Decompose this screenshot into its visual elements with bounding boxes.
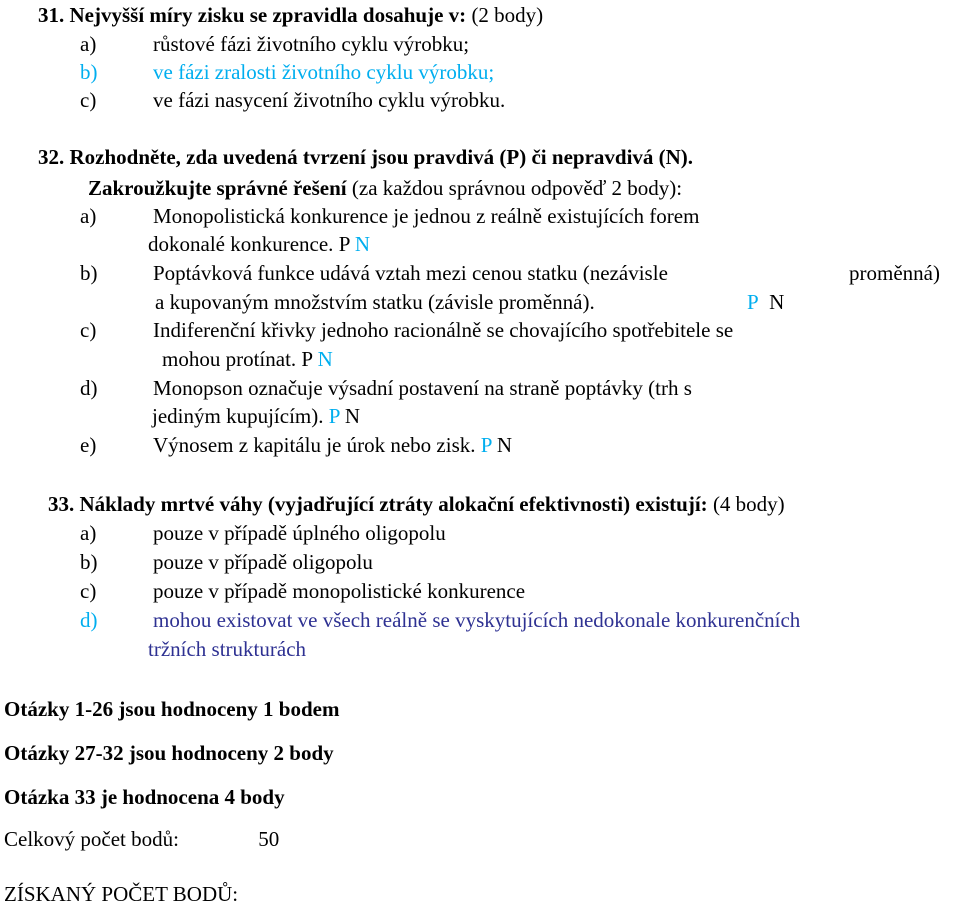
q32-title: 32. Rozhodněte, zda uvedená tvrzení jsou pravdivá (P) či nepravdivá (N). — [38, 145, 694, 169]
q33-option-c — [80, 579, 525, 603]
statement-text: Monopolistická konkurence je jednou z reálně existujících forem — [153, 204, 700, 228]
q31-option-c — [80, 88, 505, 112]
q32-statement-b — [80, 261, 668, 285]
option-text: pouze v případě úplného oligopolu — [153, 521, 446, 545]
q33-option-a — [80, 521, 446, 545]
q32-statement-a — [80, 204, 699, 228]
true-mark-selected[interactable]: P — [480, 433, 492, 457]
q32-statement-c — [80, 318, 733, 342]
false-mark[interactable]: N — [496, 433, 513, 457]
q33-option-b — [80, 550, 373, 574]
statement-text: Monopson označuje výsadní postavení na straně poptávky (trh s — [153, 376, 692, 400]
scoring-line-1: Otázky 1-26 jsou hodnoceny 1 bodem — [4, 697, 340, 721]
total-points — [4, 827, 279, 851]
option-letter: c) — [80, 579, 97, 603]
q32-statement-b-tail: proměnná) — [849, 261, 940, 285]
option-text: růstové fázi životního cyklu výrobku; — [153, 32, 470, 56]
option-letter: a) — [80, 204, 97, 228]
option-letter: e) — [80, 433, 97, 457]
option-letter: c) — [80, 318, 97, 342]
false-mark[interactable]: N — [769, 290, 785, 314]
q31-option-b — [80, 60, 494, 84]
option-letter: c) — [80, 88, 97, 112]
option-text: ve fázi zralosti životního cyklu výrobku; — [153, 60, 495, 84]
total-value: 50 — [258, 827, 280, 851]
option-text: mohou existovat ve všech reálně se vyskytujících nedokonale konkurenčních — [153, 608, 801, 632]
true-mark-selected[interactable]: P — [328, 404, 340, 428]
q32-statement-b-marks — [747, 290, 784, 314]
option-letter: b) — [80, 550, 98, 574]
q32-instruction — [88, 176, 682, 200]
option-text: pouze v případě monopolistické konkurence — [153, 579, 526, 603]
true-mark[interactable]: P — [301, 347, 313, 371]
q32-statement-e — [80, 433, 512, 457]
q33-title: 33. Náklady mrtvé váhy (vyjadřující ztráty alokační efektivnosti) existují: — [48, 492, 708, 516]
scoring-line-2: Otázky 27-32 jsou hodnoceny 2 body — [4, 741, 334, 765]
q33-heading — [48, 492, 785, 516]
q33-points: (4 body) — [712, 492, 785, 516]
statement-text: dokonalé konkurence. — [148, 232, 334, 256]
statement-text: Indiferenční křivky jednoho racionálně se chovajícího spotřebitele se — [153, 318, 734, 342]
false-mark-selected[interactable]: N — [354, 232, 371, 256]
q31-heading — [38, 3, 543, 27]
q31-points: (2 body) — [471, 3, 544, 27]
q33-option-d-cont: tržních strukturách — [148, 637, 307, 661]
q33-option-d — [80, 608, 800, 632]
option-letter: b) — [80, 261, 98, 285]
statement-text: Poptávková funkce udává vztah mezi cenou statku (nezávisle — [153, 261, 668, 285]
option-text: ve fázi nasycení životního cyklu výrobku. — [153, 88, 506, 112]
statement-text: Výnosem z kapitálu je úrok nebo zisk. — [153, 433, 476, 457]
q32-statement-d — [80, 376, 692, 400]
option-letter: d) — [80, 376, 98, 400]
false-mark[interactable]: N — [344, 404, 361, 428]
q32-statement-d-cont — [152, 404, 360, 428]
option-letter: a) — [80, 32, 97, 56]
scoring-line-3: Otázka 33 je hodnocena 4 body — [4, 785, 285, 809]
option-letter: d) — [80, 608, 98, 632]
statement-text: mohou protínat. — [162, 347, 297, 371]
instruction-bold: Zakroužkujte správné řešení — [88, 176, 347, 200]
instruction-rest: (za každou správnou odpověď 2 body): — [351, 176, 683, 200]
statement-text: jediným kupujícím). — [152, 404, 324, 428]
q32-statement-c-cont — [162, 347, 333, 371]
false-mark-selected[interactable]: N — [317, 347, 333, 371]
q31-title: 31. Nejvyšší míry zisku se zpravidla dosahuje v: — [38, 3, 467, 27]
option-letter: b) — [80, 60, 98, 84]
true-mark-selected[interactable]: P — [747, 290, 758, 314]
q32-statement-b-cont — [155, 290, 595, 314]
total-label: Celkový počet bodů: — [4, 827, 179, 851]
statement-text: a kupovaným množstvím statku (závisle proměnná). — [155, 290, 595, 314]
true-mark[interactable]: P — [338, 232, 350, 256]
option-letter: a) — [80, 521, 97, 545]
q31-option-a — [80, 32, 469, 56]
obtained-points-label: ZÍSKANÝ POČET BODŮ: — [4, 882, 239, 906]
option-text: pouze v případě oligopolu — [153, 550, 373, 574]
q32-statement-a-cont — [148, 232, 370, 256]
